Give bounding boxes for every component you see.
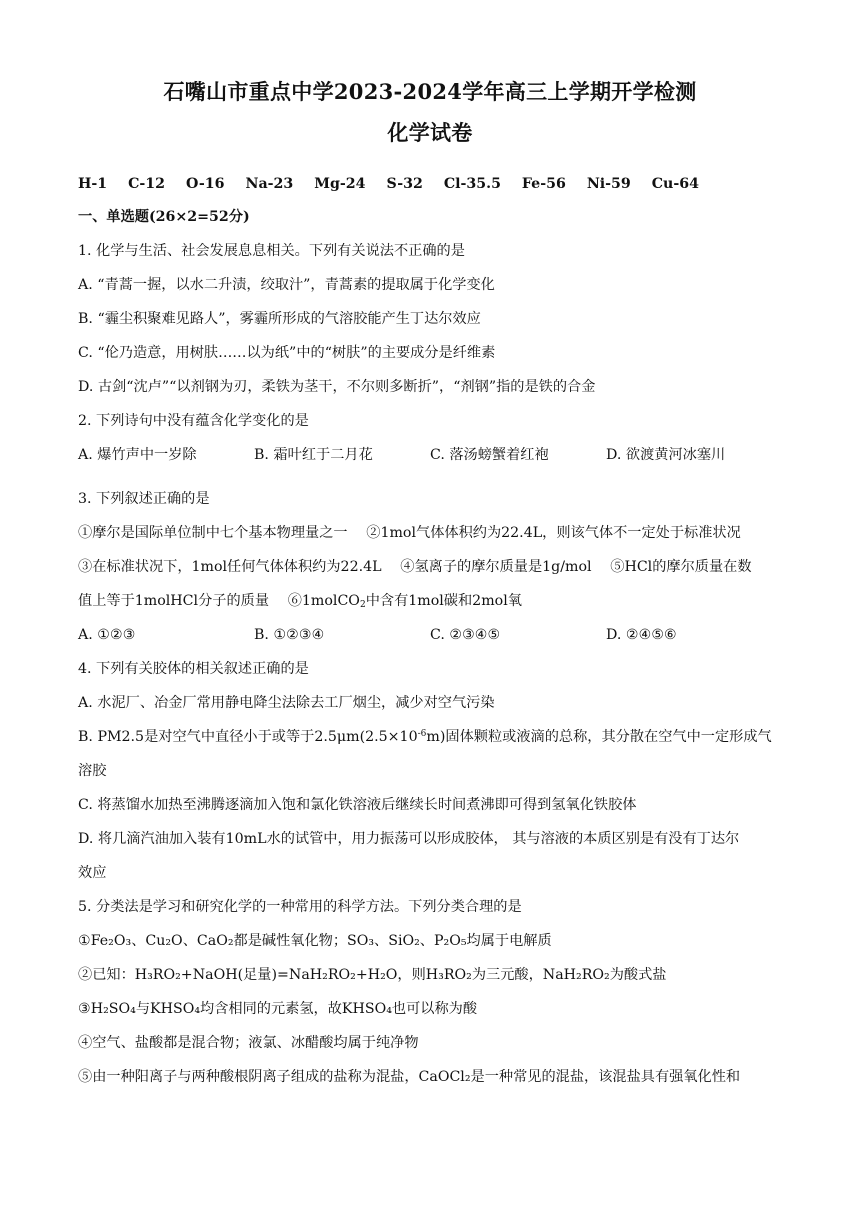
question-1-option-d: D. 古剑“沈卢”“以剂钢为刃，柔铁为茎干，不尔则多断折”，“剂钢”指的是铁的合金 bbox=[78, 379, 596, 395]
question-1-option-b: B. “霾尘积聚难见路人”，雾霾所形成的气溶胶能产生丁达尔效应 bbox=[78, 311, 481, 327]
question-3-stem: 3. 下列叙述正确的是 bbox=[78, 491, 210, 507]
question-3-statement-line: ③在标准状况下，1mol任何气体体积约为22.4L ④氢离子的摩尔质量是1g/mol ⑤HCl的摩尔质量在数 bbox=[78, 559, 752, 575]
atomic-mass: Ni-59 bbox=[586, 176, 631, 192]
page-title: 石嘴山市重点中学2023-2024学年高三上学期开学检测 bbox=[163, 79, 697, 104]
question-4-option-d-cont: 效应 bbox=[78, 865, 107, 881]
text-segment: B. PM2.5是对空气中直径小于或等于2.5μm(2.5×10 bbox=[78, 729, 418, 745]
section-heading: 一、单选题(26×2=52分) bbox=[78, 209, 250, 225]
question-2-option-a: A. 爆竹声中一岁除 bbox=[78, 447, 197, 463]
question-4-option-c: C. 将蒸馏水加热至沸腾逐滴加入饱和氯化铁溶液后继续长时间煮沸即可得到氢氧化铁胶体 bbox=[78, 797, 637, 813]
question-1-stem: 1. 化学与生活、社会发展息息相关。下列有关说法不正确的是 bbox=[78, 243, 465, 259]
question-4-option-b-cont: 溶胶 bbox=[78, 763, 107, 779]
page-subtitle: 化学试卷 bbox=[387, 120, 473, 145]
atomic-mass: Mg-24 bbox=[314, 176, 366, 192]
question-3-option-a: A. ①②③ bbox=[78, 627, 136, 643]
question-3-statement-line bbox=[78, 591, 788, 611]
question-5-statement-line: ①Fe₂O₃、Cu₂O、CaO₂都是碱性氧化物；SO₃、SiO₂、P₂O₅均属于电解质 bbox=[78, 933, 552, 949]
atomic-mass: Cu-64 bbox=[651, 176, 700, 192]
text-segment: 值上等于1molHCl分子的质量 ⑥1molCO bbox=[78, 593, 360, 609]
question-4-option-a: A. 水泥厂、冶金厂常用静电降尘法除去工厂烟尘，减少对空气污染 bbox=[78, 695, 495, 711]
text-segment: m)固体颗粒或液滴的总称，其分散在空气中一定形成气 bbox=[426, 729, 772, 745]
question-2-stem: 2. 下列诗句中没有蕴含化学变化的是 bbox=[78, 413, 309, 429]
question-4-stem: 4. 下列有关胶体的相关叙述正确的是 bbox=[78, 661, 309, 677]
subscript: 2 bbox=[359, 600, 366, 610]
atomic-masses bbox=[78, 174, 788, 194]
atomic-mass: Na-23 bbox=[245, 176, 294, 192]
question-3-option-b: B. ①②③④ bbox=[254, 627, 325, 643]
atomic-mass: H-1 bbox=[78, 176, 108, 192]
atomic-mass: Fe-56 bbox=[521, 176, 566, 192]
question-2-option-d: D. 欲渡黄河冰塞川 bbox=[606, 447, 726, 463]
atomic-mass: O-16 bbox=[186, 176, 225, 192]
atomic-mass: Cl-35.5 bbox=[443, 176, 501, 192]
atomic-mass: S-32 bbox=[386, 176, 423, 192]
question-3-option-c: C. ②③④⑤ bbox=[430, 627, 501, 643]
question-4-option-d: D. 将几滴汽油加入装有10mL水的试管中，用力振荡可以形成胶体， 其与溶液的本质区别是有没有丁达尔 bbox=[78, 831, 740, 847]
text-segment: 中含有1mol碳和2mol氧 bbox=[365, 593, 522, 609]
superscript: -6 bbox=[417, 729, 427, 739]
question-1-option-a: A. “青蒿一握，以水二升渍，绞取汁”，青蒿素的提取属于化学变化 bbox=[78, 277, 495, 293]
question-4-option-b bbox=[78, 727, 788, 747]
question-2-option-b: B. 霜叶红于二月花 bbox=[254, 447, 373, 463]
question-3-option-d: D. ②④⑤⑥ bbox=[606, 627, 677, 643]
question-1-option-c: C. “伦乃造意，用树肤……以为纸”中的“树肤”的主要成分是纤维素 bbox=[78, 345, 496, 361]
atomic-mass: C-12 bbox=[128, 176, 166, 192]
question-5-statement-line: ④空气、盐酸都是混合物；液氯、冰醋酸均属于纯净物 bbox=[78, 1035, 419, 1051]
question-5-stem: 5. 分类法是学习和研究化学的一种常用的科学方法。下列分类合理的是 bbox=[78, 899, 522, 915]
question-5-statement-line: ③H₂SO₄与KHSO₄均含相同的元素氢，故KHSO₄也可以称为酸 bbox=[78, 1001, 478, 1017]
question-5-statement-line: ②已知：H₃RO₂+NaOH(足量)=NaH₂RO₂+H₂O，则H₃RO₂为三元酸，NaH₂RO₂为酸式盐 bbox=[78, 967, 667, 983]
question-2-option-c: C. 落汤螃蟹着红袍 bbox=[430, 447, 549, 463]
question-3-statement-line: ①摩尔是国际单位制中七个基本物理量之一 ②1mol气体体积约为22.4L，则该气体不一定处于标准状况 bbox=[78, 525, 741, 541]
question-5-statement-line: ⑤由一种阳离子与两种酸根阴离子组成的盐称为混盐，CaOCl₂是一种常见的混盐，该混盐具有强氧化性和 bbox=[78, 1069, 741, 1085]
